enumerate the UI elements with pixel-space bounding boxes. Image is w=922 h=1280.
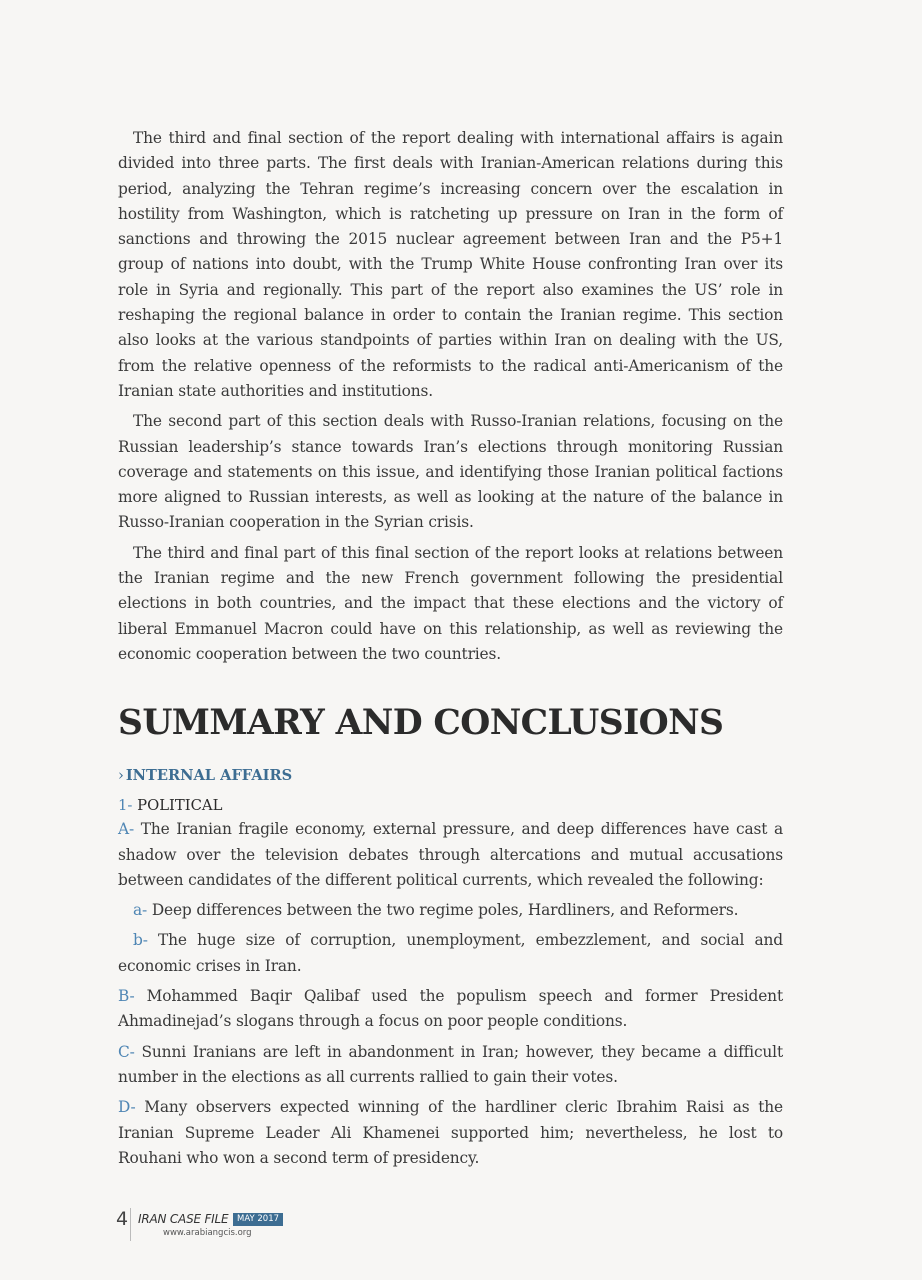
item-text: The huge size of corruption, unemployment, embezzlement, and social and economic crises in Iran. <box>118 931 784 975</box>
issue-date-badge: MAY 2017 <box>233 1213 283 1226</box>
publication-title: IRAN CASE FILE <box>138 1212 229 1226</box>
body-paragraph: The third and final section of the report dealing with international affairs is again divided into three parts. The first deals with Iranian-American relations during this period, analyzing the Tehran regime’s increasing concern over the escalation in hostility from Washington, which is ratcheting up pressure on Iran in the form of sanctions and throwing the 2015 nuclear agreement between Iran and the P5+1 group of nations into doubt, with the Trump White House confronting Iran over its role in Syria and regionally. This part of the report also examines the US’ role in reshaping the regional balance in order to contain the Iranian regime. This section also looks at the various standpoints of parties within Iran on dealing with the US, from the relative openness of the reformists to the radical anti-Americanism of the Iranian state authorities and institutions. <box>118 129 783 400</box>
body-paragraph: The second part of this section deals with Russo-Iranian relations, focusing on the Russian leadership’s stance towards Iran’s elections through monitoring Russian coverage and statements on this issue, and identifying those Iranian political factions more aligned to Russian interests, as well as looking at the nature of the balance in Russo-Iranian cooperation in the Syrian crisis. <box>118 412 783 532</box>
item-marker: a- <box>133 901 148 920</box>
body-paragraph: The third and final part of this final section of the report looks at relations between the Iranian regime and the new French government following the presidential elections in both countries, and the impact that these elections and the victory of liberal Emmanuel Macron could have on this relationship, as well as reviewing the economic cooperation between the two countries. <box>118 543 783 663</box>
footer-divider <box>130 1208 131 1241</box>
item-text: Mohammed Baqir Qalibaf used the populism speech and former President Ahmadinejad’s slogans through a focus on poor people conditions. <box>118 987 783 1031</box>
subheading-internal-affairs <box>118 765 783 787</box>
item-marker: D- <box>118 1098 136 1117</box>
subheading-label: INTERNAL AFFAIRS <box>125 767 293 785</box>
website-url: www.arabiangcis.org <box>163 1228 252 1238</box>
item-marker: C- <box>118 1042 135 1061</box>
item-text: The Iranian fragile economy, external pressure, and deep differences have cast a shadow over the television debates through altercations and mutual accusations between candidates of the different political currents, which revealed the following: <box>118 820 783 889</box>
item-text: Deep differences between the two regime poles, Hardliners, and Reformers. <box>151 901 739 920</box>
list-item-D <box>118 1095 783 1171</box>
item-marker: A- <box>118 820 135 839</box>
list-item-C <box>118 1040 783 1091</box>
subsection-number: 1- <box>118 797 133 815</box>
list-item-A <box>118 817 783 893</box>
section-heading: SUMMARY AND CONCLUSIONS <box>118 703 724 744</box>
page-content <box>118 126 783 1171</box>
page-number: 4 <box>116 1208 129 1230</box>
chevron-right-icon: › <box>118 767 124 785</box>
item-marker: b- <box>133 931 148 950</box>
subsection-label: POLITICAL <box>137 797 223 815</box>
list-item-b <box>118 928 783 979</box>
list-item-a <box>118 898 783 923</box>
item-marker: B- <box>118 987 135 1006</box>
list-item-B <box>118 984 783 1035</box>
item-text: Many observers expected winning of the hardliner cleric Ibrahim Raisi as the Iranian Supreme Leader Ali Khamenei supported him; nevertheless, he lost to Rouhani who won a second term of presidency. <box>118 1098 783 1167</box>
subsection-political <box>118 795 783 817</box>
item-text: Sunni Iranians are left in abandonment in Iran; however, they became a difficult number in the elections as all currents rallied to gain their votes. <box>118 1042 783 1086</box>
